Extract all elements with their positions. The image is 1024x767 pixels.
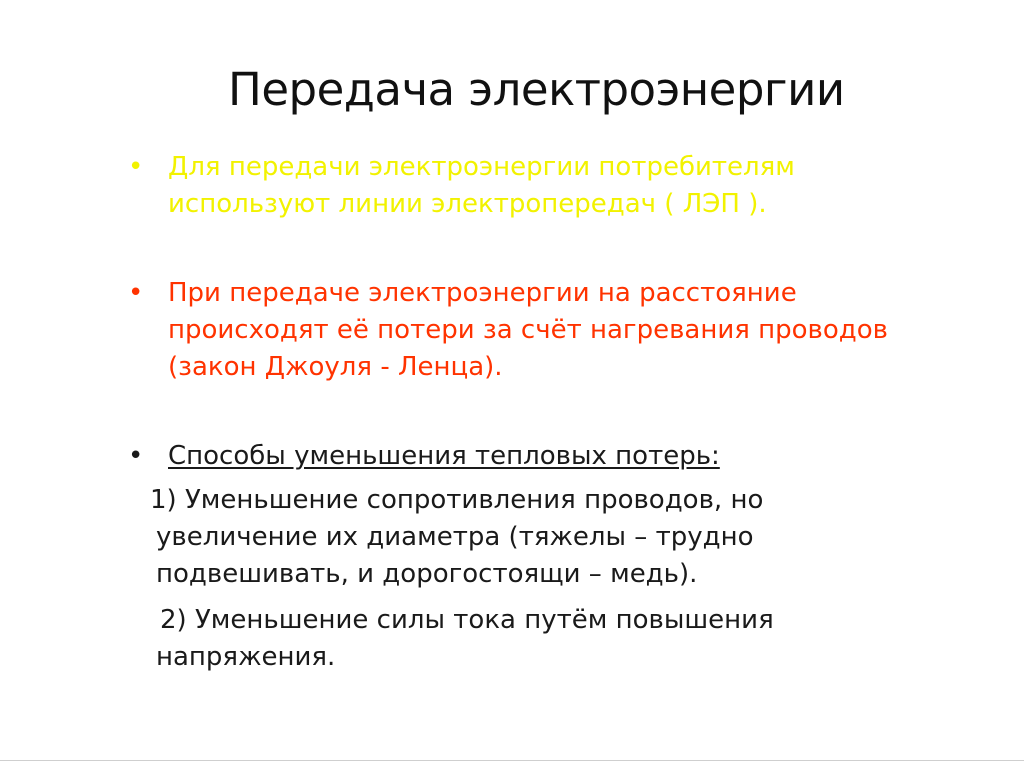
bullet-1-line-1: Для передачи электроэнергии потребителям bbox=[168, 152, 795, 182]
bullet-marker: • bbox=[128, 152, 144, 182]
bullet-marker: • bbox=[128, 441, 144, 471]
bullet-marker: • bbox=[128, 278, 144, 308]
subpoint-1-line-3: подвешивать, и дорогостоящи – медь). bbox=[156, 559, 698, 589]
bullet-2-line-2: происходят её потери за счёт нагревания проводов bbox=[168, 315, 888, 345]
bullet-2-line-3: (закон Джоуля - Ленца). bbox=[168, 352, 503, 382]
subpoint-1-line-2: увеличение их диаметра (тяжелы – трудно bbox=[156, 522, 754, 552]
bullet-text-3 bbox=[168, 438, 978, 475]
bullet-1-line-2: используют линии электропередач ( ЛЭП ). bbox=[168, 189, 767, 219]
bottom-divider bbox=[0, 760, 1024, 761]
subpoint-1-line-1: 1) Уменьшение сопротивления проводов, но bbox=[150, 485, 764, 515]
bullet-text-2 bbox=[168, 275, 978, 386]
bullet-text-1 bbox=[168, 149, 978, 223]
subpoint-2-line-1: 2) Уменьшение силы тока путём повышения bbox=[160, 605, 774, 635]
bullet-2-line-1: При передаче электроэнергии на расстояние bbox=[168, 278, 797, 308]
slide-title: Передача электроэнергии bbox=[228, 63, 845, 116]
bullet-3-line-1: Способы уменьшения тепловых потерь: bbox=[168, 441, 720, 471]
subpoint-2-line-2: напряжения. bbox=[156, 642, 336, 672]
